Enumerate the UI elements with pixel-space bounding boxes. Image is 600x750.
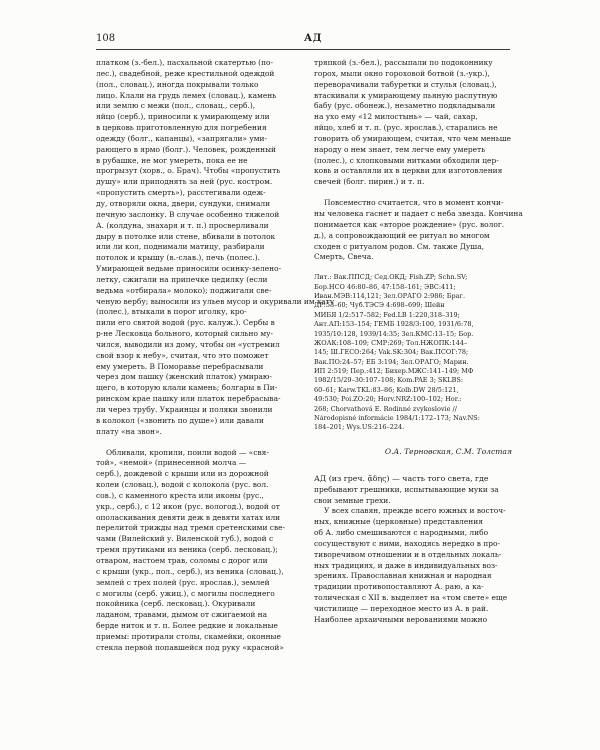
text-line: ду, отворяли окна, двери, сундуки, снимали [96, 198, 271, 208]
text-line: ченую вербу; выносили из ульев мусор и окуривали им хату [96, 296, 335, 306]
text-line: душу» или приподнять за ней (рус. кострoм. [96, 177, 273, 187]
text-line: той», «немой» (принесенной молча — [96, 458, 247, 468]
right-column [314, 58, 523, 626]
reference-line: Вак.ПО:24–57; ЕБ 3:194; Зел.ОРАГО; Марин. [314, 357, 469, 366]
text-line: покойника (серб. лесковац.). Окуривали [96, 599, 256, 609]
text-line: стекла первой попавшейся под руку «красной» [96, 642, 284, 652]
text-line: одежду (болг., капанцы), «запрягали» уми- [96, 133, 267, 143]
text-line: (полес.), втыкали в порог иголку, кро- [96, 307, 247, 317]
text-line: р-не Лесковца больного, который сильно му- [96, 329, 274, 339]
text-line: Повсеместно считается, что в момент кончи- [324, 198, 504, 208]
text-line: понимается как «второе рождение» (рус. волог. [314, 219, 505, 229]
text-line: говорить об умирающем, считая, что чем меньше [314, 133, 512, 143]
paragraph-gap [314, 188, 512, 198]
reference-line: Бор.НСО 46:80–86, 47:158–161; ЭВС:411; [314, 282, 456, 291]
spacer [314, 263, 512, 273]
entry-line: зрениях. Православная книжная и народная [314, 571, 492, 581]
text-line: рающего в ярмо (болг.). Человек, рожденный [96, 144, 276, 154]
text-line: Умирающей ведьме приносили осинку-зелено- [96, 264, 282, 274]
page-header [96, 33, 510, 50]
text-line: свой взор к небу», считая, что это поможет [96, 350, 269, 360]
reference-line: ЖОАК:108–109; СМР:269; Тол.НЖОПК:144– [314, 338, 468, 347]
entry-line: ных, книжные (церковные) представления [314, 517, 483, 527]
reference-line: Лит.: Вак.ППСД; Сед.ОКД; Fish.ZP; Schn.SV; [314, 273, 468, 282]
text-line: через дом пашку (женский платок) умираю- [96, 372, 272, 382]
running-head: АД [304, 33, 323, 44]
entry-line: пребывают грешники, испытывающие муки за [314, 484, 499, 494]
entry-ad [314, 474, 512, 626]
text-line: колеи (словац.), водой с колокола (рус. вол. [96, 480, 269, 490]
text-line: лицо. Клали на грудь лемех (словац.), камень [96, 90, 277, 100]
reference-line: МИБЯ 1/2:517–582; Fed.LB 1:220,318–319; [314, 310, 460, 319]
text-line: в колокол («звонить по душе») или давали [96, 415, 264, 425]
text-line: лес.), свадебной, реже крестильной одеждой [96, 68, 275, 78]
entry-headword-line: АД (из греч. ᾅδης) — часть того света, где [314, 473, 489, 483]
text-line: серб.), дождевой с крыши или из дорожной [96, 469, 269, 479]
text-line: с могилы (серб. ужиц.), с могилы последнего [96, 588, 275, 598]
references [314, 273, 512, 433]
reference-line: Národopisné informácie 1984/1:172–173; Nav.NS: [314, 414, 480, 423]
text-line: тряпкой (з.-бел.), рассыпали по подоконнику [314, 58, 493, 67]
text-line: сов.), с каменного креста или иконы (рус., [96, 490, 264, 500]
text-line: чами (Вилейский у. Виленской губ.), водой с [96, 534, 274, 544]
text-line: горох, мыли окно гороховой ботвой (з.-укр.), [314, 68, 490, 78]
entry-line: Наиболее архаичными верованиями можно [314, 614, 488, 624]
text-line: укр., серб.), с 12 икон (рус. вологод.), водой от [96, 501, 280, 511]
text-line: щего, в которую клали камень; болгары в Пи- [96, 383, 278, 393]
reference-line: 268; Chorvathová E. Rodinné zvykoslovie // [314, 404, 457, 413]
text-line: д.), а сопровождающий ее ритуал во многом [314, 230, 490, 240]
text-line: чился, выводили из дому, чтобы он «устремил [96, 339, 280, 349]
reference-line: 60–61; Karw.TKL:83–86; Kolb.DW 28/5:121, [314, 385, 459, 394]
entry-line: чистилище — переходное место из А. в рай. [314, 603, 489, 613]
text-line: ополаскивания девяти деж в девяти хатах или [96, 512, 281, 522]
text-line: пили его святой водой (рус. калуж.). Сербы в [96, 318, 275, 328]
text-line: ны человека гаснет и падает с неба звезда. Кончина [314, 208, 523, 218]
text-line: перелитой трижды над тремя сретенскими све- [96, 523, 286, 533]
text-line: плату «на звон». [96, 426, 162, 436]
entry-line: тиворечивом отношении и в отдельных локаль- [314, 549, 502, 559]
text-line: в церковь приготовленную для погребения [96, 123, 267, 133]
text-line: платком (з.-бел.), пасхальной скатертью (по- [96, 58, 274, 67]
text-line: тремя прутиками из веника (серб. лесковац.); [96, 545, 278, 555]
text-line: яйцо (серб.), приносили к умирающему или [96, 112, 270, 122]
text-line: ему умереть. В Поморавье перебрасывали [96, 361, 264, 371]
entry-line: сосуществуют с ними, находясь нередко в про- [314, 538, 500, 548]
text-line: А. (колдуна, знахаря и т. п.) просверливали [96, 220, 269, 230]
text-line: отваром, настоем трав, соломы с дорог или [96, 555, 268, 565]
text-line: народу о нем знает, тем легче ему умереть [314, 144, 486, 154]
text-line: Обливали, кропили, поили водой — «свя- [106, 447, 269, 457]
text-line: землей с трех полей (рус. ярослав.), землей [96, 577, 270, 587]
text-line: прогрызут (хорв., о. Брач). Чтобы «пропустить [96, 166, 281, 176]
reference-line: 145; Ш.ГЕСО:264; Vak.SK:304; Вак.ПСОГ:78; [314, 348, 469, 357]
text-line: ли через трубу. Украинцы и поляки звонили [96, 405, 273, 414]
entry-line: традиции противопоставляют А. раю, а ка- [314, 582, 484, 592]
text-line: летку, сжигали на припечке цедилку (если [96, 274, 268, 284]
text-line: ладаном, травами, дымом от сжигаемой на [96, 610, 268, 620]
page-number: 108 [96, 33, 116, 44]
text-line: «пропустить смерть»), расстегивали одеж- [96, 188, 266, 198]
text-line: дыру в потолке или стене, вбивали в потолок [96, 231, 276, 241]
text-line: ведьма «отбирала» молоко); поджигали све- [96, 285, 272, 295]
text-line: втаскивали к умирающему пьяную распутную [314, 90, 498, 100]
text-line: (пол., словац.), иногда покрывали только [96, 79, 259, 89]
left-column [96, 58, 335, 654]
entry-line: У всех славян, прежде всего южных и восточ- [324, 506, 506, 516]
reference-line: 1935/10:128, 1939/14:35; Зел.КМС:13–15; Бор. [314, 329, 474, 338]
text-line: свечей (болг. пирин.) и т. п. [314, 177, 425, 187]
paragraph-gap [96, 438, 294, 448]
text-line: печную заслонку. В случае особенно тяжелой [96, 209, 280, 219]
text-line: ринском крае пашку или платок перебрасыва- [96, 394, 281, 404]
text-line: (полес.), с хлопковыми нитками обходили цер- [314, 155, 499, 165]
text-line: берде ниток и т. п. Более редкие и локальные [96, 621, 278, 631]
text-line: на ухо ему «12 милостынь» — чай, сахар, [314, 112, 478, 122]
entry-line: свои земные грехи. [314, 495, 391, 505]
reference-line: ДР:53–60; Чуб.ТЭСЭ 4:698–699; Шейн [314, 301, 445, 310]
author-signature: О.А. Терновская, С.М. Толстая [384, 446, 512, 456]
text-line: бабу (рус. обонеж.), незаметно подкладывали [314, 101, 496, 111]
entry-line: толическая с XII в. выделяет на «том свете» еще [314, 593, 508, 603]
text-line: Смерть, Свеча. [314, 252, 374, 262]
right-column-text [314, 58, 523, 263]
entry-line: об А. либо смешиваются с народными, либо [314, 528, 489, 538]
text-line: сходен с ритуалом родов. См. также Душа, [314, 241, 485, 251]
text-line: переворачивали табуретки и стулья (словац.), [314, 79, 497, 89]
reference-line: 1982/15/29–30:107–108; Kom.PAE 3; SKLBS: [314, 376, 464, 385]
reference-line: 184–201; Wys.US:216–224. [314, 423, 405, 432]
reference-line: 49:530; Poi.ZO:20; Horv.NRZ:100–102; Hor.: [314, 395, 462, 404]
entry-line: ных традициях, и даже в индивидуальных воз- [314, 560, 498, 570]
reference-line: Ант.АП:153–154; ГЕМБ 1928/3:100, 1931/6:78, [314, 320, 474, 329]
text-line: яйцо, хлеб и т. п. (рус. ярослав.), старались не [314, 123, 498, 133]
text-line: с крыши (укр., пол., серб.), из веника (словац.), [96, 566, 284, 576]
text-line: потолок и крышу (в.-слав.), печь (полес.). [96, 253, 260, 263]
text-line: приемы: протирали столы, скамейки, оконные [96, 631, 281, 641]
text-line: в рубашке, не мог умереть, пока ее не [96, 155, 248, 165]
text-line: или ли кол, поднимали матицу, разбирали [96, 242, 265, 252]
text-line: ковь и оставляли их в церкви для изготовления [314, 166, 503, 176]
text-line: или землю с межи (пол., словац., серб.), [96, 101, 256, 111]
reference-line: Иван.МЭВ:114,121; Зел.ОРАГО 2:986; Браг. [314, 291, 466, 300]
reference-line: ИП 2:519; Пер.:412; Бихер.МЖС:141–149; МФ [314, 367, 474, 376]
